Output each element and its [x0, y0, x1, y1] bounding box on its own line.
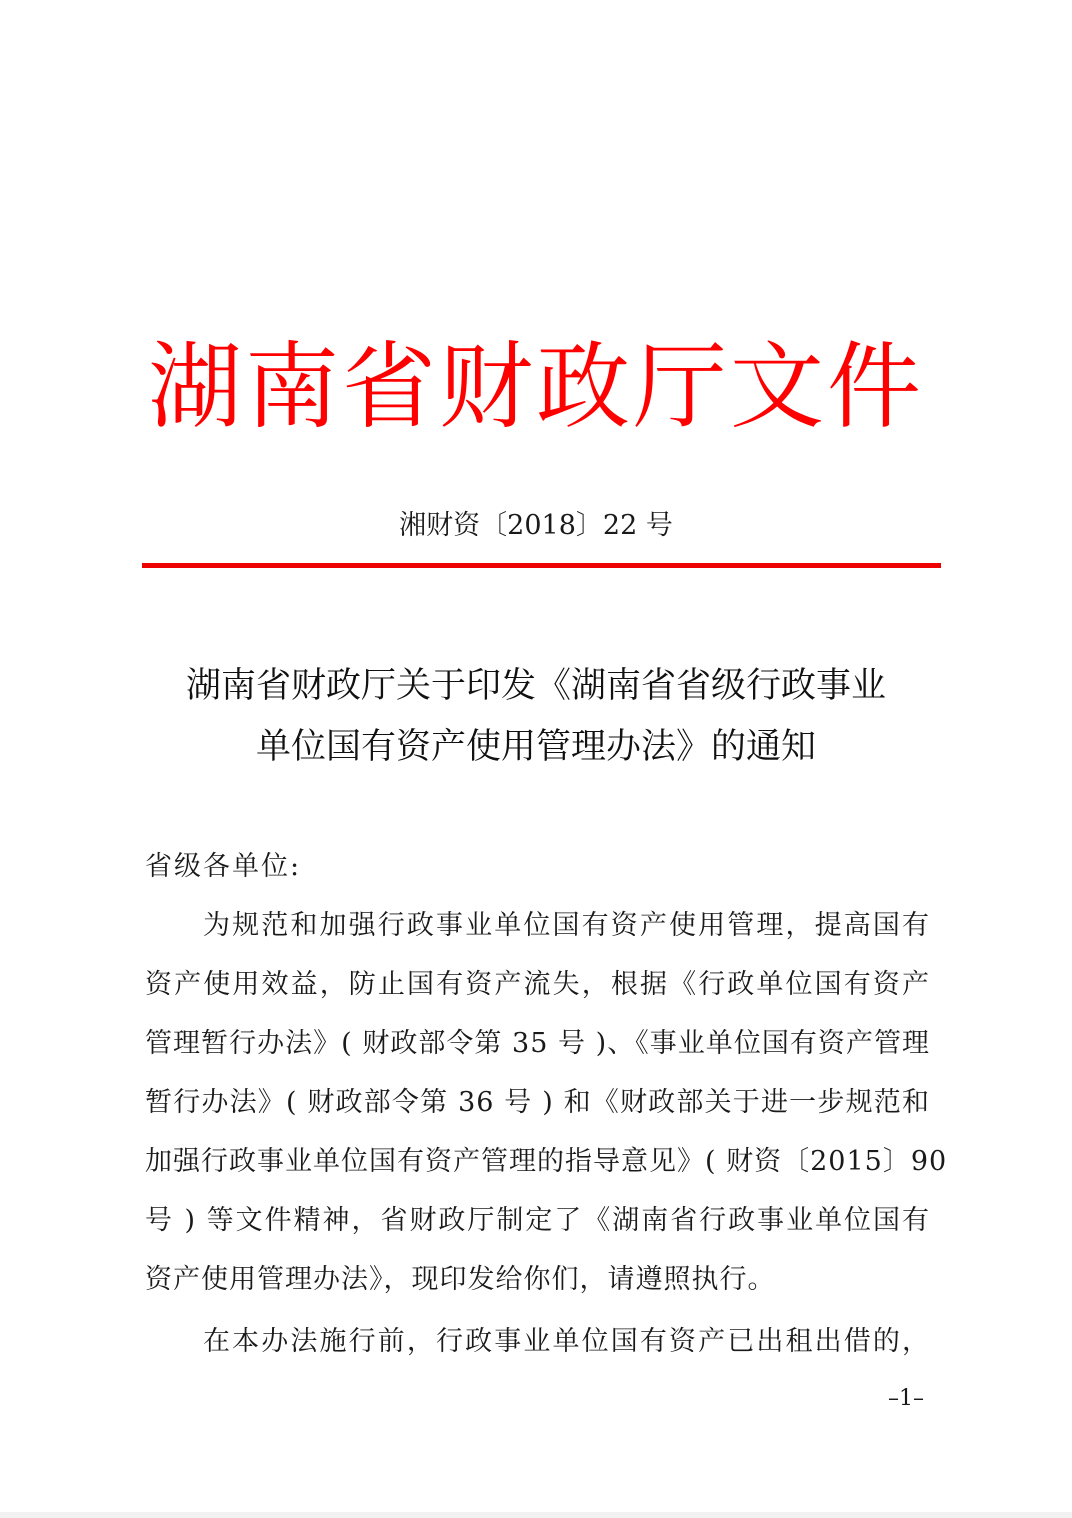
body-line: 管理暂行办法》( 财政部令第 35 号 )、《事业单位国有资产管理 — [145, 1028, 930, 1059]
addressee: 省级各单位: — [145, 851, 302, 882]
body-line: 暂行办法》( 财政部令第 36 号 ) 和《财政部关于进一步规范和 — [145, 1087, 930, 1118]
body-line: 在本办法施行前，行政事业单位国有资产已出租出借的， — [203, 1326, 930, 1357]
page-bottom-edge — [0, 1512, 1072, 1518]
red-separator-line — [142, 563, 941, 568]
body-line: 资产使用管理办法》，现印发给你们，请遵照执行。 — [145, 1264, 776, 1295]
body-paragraph — [145, 896, 948, 1309]
document-number: 湘财资〔2018〕22 号 — [399, 510, 673, 541]
body-line: 资产使用效益，防止国有资产流失，根据《行政单位国有资产 — [145, 969, 930, 1000]
body-line: 加强行政事业单位国有资产管理的指导意见》( 财资〔2015〕90 — [145, 1146, 948, 1177]
body-line: 号 ) 等文件精神，省财政厅制定了《湖南省行政事业单位国有 — [145, 1205, 930, 1236]
page-number: –1– — [888, 1386, 924, 1411]
notice-title — [120, 656, 952, 778]
body-paragraph — [145, 1312, 930, 1371]
notice-title-line: 湖南省财政厅关于印发《湖南省省级行政事业 — [185, 666, 886, 706]
masthead-title: 湖南省财政厅文件 — [147, 333, 924, 442]
body-line: 为规范和加强行政事业单位国有资产使用管理，提高国有 — [203, 910, 930, 941]
notice-title-line: 单位国有资产使用管理办法》的通知 — [255, 727, 816, 767]
